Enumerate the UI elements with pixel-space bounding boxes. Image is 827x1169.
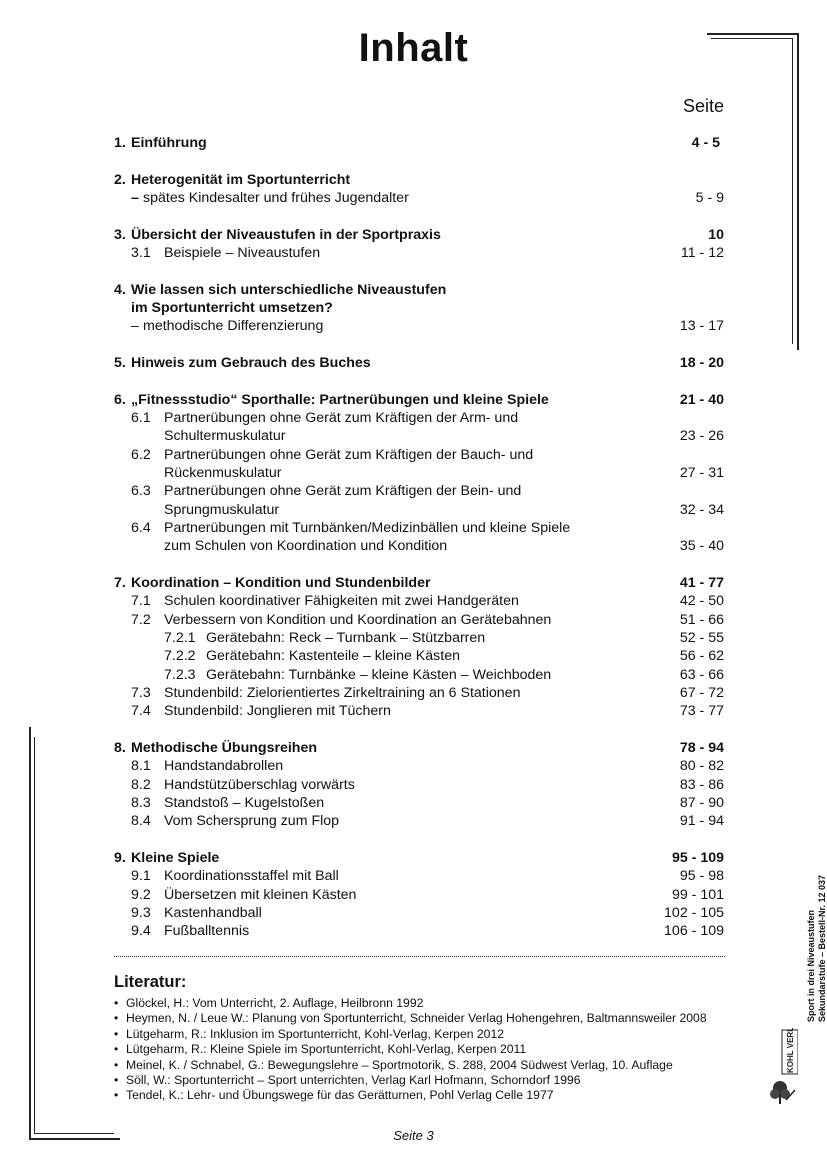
toc-title: Wie lassen sich unterschiedliche Niveaustufen: [131, 282, 447, 298]
toc-entry-row: [0, 244, 827, 262]
toc-number: 7.2.2: [164, 648, 196, 664]
frame-line: [34, 1133, 114, 1134]
toc-entry-row: [0, 501, 827, 519]
toc-page-number: 11 - 12: [680, 245, 724, 261]
frame-line: [792, 38, 793, 344]
toc-page-number: 10: [708, 227, 724, 243]
toc-number: 4.: [114, 282, 126, 298]
literature-text: Meinel, K. / Schnabel, G.: Bewegungslehre – Sportmotorik, S. 288, 2004 Südwest Verlag, 10. Auflage: [126, 1057, 673, 1072]
series-order-number: Sekundarstufe – Bestell-Nr. 12 037: [817, 874, 827, 1022]
toc-entry-row: [0, 776, 827, 794]
literature-item: [114, 1073, 754, 1088]
toc-number: 9.3: [131, 905, 151, 921]
toc-page-number: 95 - 98: [679, 868, 724, 884]
toc-title: Standstoß – Kugelstoßen: [164, 795, 325, 811]
toc-number: 6.3: [131, 483, 151, 499]
page-title: Inhalt: [358, 26, 469, 70]
toc-page-number: 42 - 50: [679, 593, 724, 609]
toc-number: 3.1: [131, 245, 151, 261]
dotted-separator: [114, 956, 725, 957]
toc-number: 9.1: [131, 868, 151, 884]
toc-page-number: 13 - 17: [679, 318, 724, 334]
toc-entry-row: [0, 904, 827, 922]
toc-page-number: 21 - 40: [679, 392, 724, 408]
literature-item: [114, 1027, 754, 1042]
bullet: •: [114, 1042, 119, 1057]
toc-entry-row: [0, 592, 827, 610]
toc-entry-row: [0, 189, 827, 207]
toc-title: zum Schulen von Koordination und Kondition: [164, 538, 448, 554]
toc-chapter-row: [0, 281, 827, 299]
frame-line: [34, 737, 35, 1134]
frame-line: [711, 38, 792, 39]
toc-page-number: 4 - 5: [691, 135, 720, 151]
page-column-header: Seite: [682, 96, 724, 116]
literature-text: Lütgeharm, R.: Inklusion im Sportunterricht, Kohl-Verlag, Kerpen 2012: [126, 1026, 505, 1041]
toc-page-number: 80 - 82: [679, 758, 724, 774]
literature-text: Heymen, N. / Leue W.: Planung von Sportunterricht, Schneider Verlag Hohengehren, Baltmannsweiler 2008: [126, 1011, 707, 1026]
toc-page-number: 106 - 109: [664, 923, 724, 939]
toc-number: 9.: [114, 850, 126, 866]
toc-entry-row: [0, 684, 827, 702]
toc-title: Koordinationsstaffel mit Ball: [164, 868, 339, 884]
toc-title: im Sportunterricht umsetzen?: [131, 300, 333, 316]
toc-entry-row: [0, 409, 827, 427]
toc-entry-row: [0, 537, 827, 555]
literature-item: [114, 1042, 754, 1057]
toc-number: 7.2.1: [164, 630, 196, 646]
toc-chapter-row: [0, 391, 827, 409]
toc-title: Übersicht der Niveaustufen in der Sportpraxis: [131, 227, 441, 243]
toc-title: Handstandabrollen: [164, 758, 284, 774]
toc-title: Schulen koordinativer Fähigkeiten mit zwei Handgeräten: [164, 593, 519, 609]
toc-title: Hinweis zum Gebrauch des Buches: [131, 355, 371, 371]
literature-item: [114, 1088, 754, 1103]
toc-number: 6.2: [131, 447, 151, 463]
toc-title: Rückenmuskulatur: [164, 465, 282, 481]
toc-number: 9.4: [131, 923, 151, 939]
toc-page-number: 23 - 26: [679, 428, 724, 444]
toc-page-number: 87 - 90: [679, 795, 724, 811]
toc-entry-row: [0, 757, 827, 775]
toc-title: Stundenbild: Jonglieren mit Tüchern: [164, 703, 391, 719]
toc-title: spätes Kindesalter und frühes Jugendalter: [143, 190, 409, 206]
toc-entry-row: [0, 611, 827, 629]
literature-text: Glöckel, H.: Vom Unterricht, 2. Auflage, Heilbronn 1992: [126, 996, 424, 1010]
toc-page-number: 73 - 77: [679, 703, 724, 719]
toc-number: 2.: [114, 172, 126, 188]
toc-page-number: 5 - 9: [695, 190, 724, 206]
toc-page-number: 95 - 109: [671, 850, 724, 866]
toc-chapter-row: [0, 574, 827, 592]
toc-title: methodische Differenzierung: [143, 318, 324, 334]
toc-entry-row: [0, 647, 827, 665]
toc-chapter-row: [0, 134, 827, 152]
toc-title: Gerätebahn: Kastenteile – kleine Kästen: [206, 648, 460, 664]
literature-item: [114, 1058, 754, 1073]
toc-entry-row: [0, 812, 827, 830]
frame-line: [797, 33, 799, 350]
toc-entry-row: [0, 446, 827, 464]
toc-entry-row: [0, 464, 827, 482]
toc-entry-row: [0, 519, 827, 537]
toc-number: 7.1: [131, 593, 151, 609]
toc-chapter-row: [0, 849, 827, 867]
literature-item: [114, 1011, 754, 1026]
toc-entry-row: [0, 886, 827, 904]
toc-page-number: 99 - 101: [671, 887, 724, 903]
toc-title: Partnerübungen mit Turnbänken/Medizinbällen und kleine Spiele: [164, 520, 571, 536]
toc-page-number: 27 - 31: [679, 465, 724, 481]
toc-number: 7.3: [131, 685, 151, 701]
toc-title: Übersetzen mit kleinen Kästen: [164, 887, 357, 903]
toc-number: 6.1: [131, 410, 151, 426]
toc-title: Fußballtennis: [164, 923, 250, 939]
series-title: Sport in drei Niveaustufen: [806, 909, 816, 1022]
toc-number: –: [131, 318, 139, 334]
toc-page-number: 91 - 94: [679, 813, 724, 829]
literature-text: Lütgeharm, R.: Kleine Spiele im Sportunterricht, Kohl-Verlag, Kerpen 2011: [126, 1042, 527, 1057]
toc-number: 5.: [114, 355, 126, 371]
bullet: •: [114, 1026, 119, 1041]
toc-chapter-row: [0, 226, 827, 244]
toc-entry-row: [0, 317, 827, 335]
toc-page-number: 35 - 40: [679, 538, 724, 554]
toc-number: 6.: [114, 392, 126, 408]
toc-title: Koordination – Kondition und Stundenbilder: [131, 575, 431, 591]
toc-number: 9.2: [131, 887, 151, 903]
toc-page-number: 102 - 105: [664, 905, 724, 921]
toc-title: Partnerübungen ohne Gerät zum Kräftigen der Bein- und: [164, 483, 522, 499]
bullet: •: [114, 1011, 119, 1026]
toc-page-number: 83 - 86: [679, 777, 724, 793]
toc-entry-row: [0, 794, 827, 812]
frame-line: [707, 33, 798, 35]
frame-line: [29, 727, 31, 1139]
toc-title: „Fitnessstudio“ Sporthalle: Partnerübungen und kleine Spiele: [131, 392, 549, 408]
logo-lettering: KOHL VERLAG: [786, 1028, 795, 1073]
toc-title: Partnerübungen ohne Gerät zum Kräftigen der Arm- und: [164, 410, 519, 426]
toc-title: Handstützüberschlag vorwärts: [164, 777, 355, 793]
toc-page-number: 67 - 72: [679, 685, 724, 701]
toc-entry-row: [0, 867, 827, 885]
toc-page-number: 41 - 77: [679, 575, 724, 591]
toc-page-number: 51 - 66: [679, 612, 724, 628]
publisher-logo: [768, 1028, 798, 1106]
bullet: •: [114, 1088, 119, 1103]
toc-title: Vom Schersprung zum Flop: [164, 813, 340, 829]
toc-title: Stundenbild: Zielorientiertes Zirkeltraining an 6 Stationen: [164, 685, 521, 701]
toc-chapter-row: [0, 299, 827, 317]
toc-number: 6.4: [131, 520, 151, 536]
toc-title: Verbessern von Kondition und Koordination an Gerätebahnen: [164, 612, 552, 628]
series-info-vertical: [806, 875, 827, 1022]
toc-number: 7.: [114, 575, 126, 591]
toc-number: 8.3: [131, 795, 151, 811]
toc-title: Gerätebahn: Turnbänke – kleine Kästen – Weichboden: [206, 667, 552, 683]
toc-page-number: 78 - 94: [679, 740, 724, 756]
toc-title: Sprungmuskulatur: [164, 502, 280, 518]
toc-page-number: 52 - 55: [679, 630, 724, 646]
frame-line: [29, 1138, 120, 1140]
bullet: •: [114, 1057, 119, 1072]
page-number-footer: Seite 3: [393, 1128, 434, 1143]
toc-entry-row: [0, 427, 827, 445]
toc-page-number: 63 - 66: [679, 667, 724, 683]
toc-entry-row: [0, 922, 827, 940]
toc-title: Kleine Spiele: [131, 850, 220, 866]
toc-entry-row: [0, 702, 827, 720]
toc-entry-row: [0, 666, 827, 684]
bullet: •: [114, 996, 119, 1010]
toc-number: 8.: [114, 740, 126, 756]
literature-heading: Literatur:: [114, 973, 187, 991]
toc-page-number: 56 - 62: [679, 648, 724, 664]
toc-title: Einführung: [131, 135, 207, 151]
toc-title: Partnerübungen ohne Gerät zum Kräftigen der Bauch- und: [164, 447, 534, 463]
tree-logo-icon: [768, 1028, 798, 1106]
toc-number: 8.2: [131, 777, 151, 793]
toc-chapter-row: [0, 354, 827, 372]
toc-chapter-row: [0, 171, 827, 189]
toc-number: 1.: [114, 135, 126, 151]
bullet: •: [114, 1073, 119, 1087]
toc-chapter-row: [0, 739, 827, 757]
toc-number: 7.2: [131, 612, 151, 628]
toc-title: Heterogenität im Sportunterricht: [131, 172, 351, 188]
toc-title: Methodische Übungsreihen: [131, 740, 318, 756]
toc-number: 7.4: [131, 703, 151, 719]
toc-number: 7.2.3: [164, 667, 196, 683]
toc-title: Schultermuskulatur: [164, 428, 286, 444]
toc-number: 8.1: [131, 758, 151, 774]
toc-title: Gerätebahn: Reck – Turnbank – Stützbarren: [206, 630, 486, 646]
toc-entry-row: [0, 482, 827, 500]
toc-page-number: 32 - 34: [679, 502, 724, 518]
toc-entry-row: [0, 629, 827, 647]
toc-number: 8.4: [131, 813, 151, 829]
literature-item: [114, 996, 754, 1011]
toc-title: Beispiele – Niveaustufen: [164, 245, 321, 261]
literature-text: Tendel, K.: Lehr- und Übungswege für das Gerätturnen, Pohl Verlag Celle 1977: [126, 1088, 554, 1103]
toc-title: Kastenhandball: [164, 905, 262, 921]
toc-number: –: [131, 190, 139, 206]
literature-text: Söll, W.: Sportunterricht – Sport unterrichten, Verlag Karl Hofmann, Schorndorf 1996: [126, 1073, 581, 1087]
toc-page-number: 18 - 20: [679, 355, 724, 371]
toc-number: 3.: [114, 227, 126, 243]
